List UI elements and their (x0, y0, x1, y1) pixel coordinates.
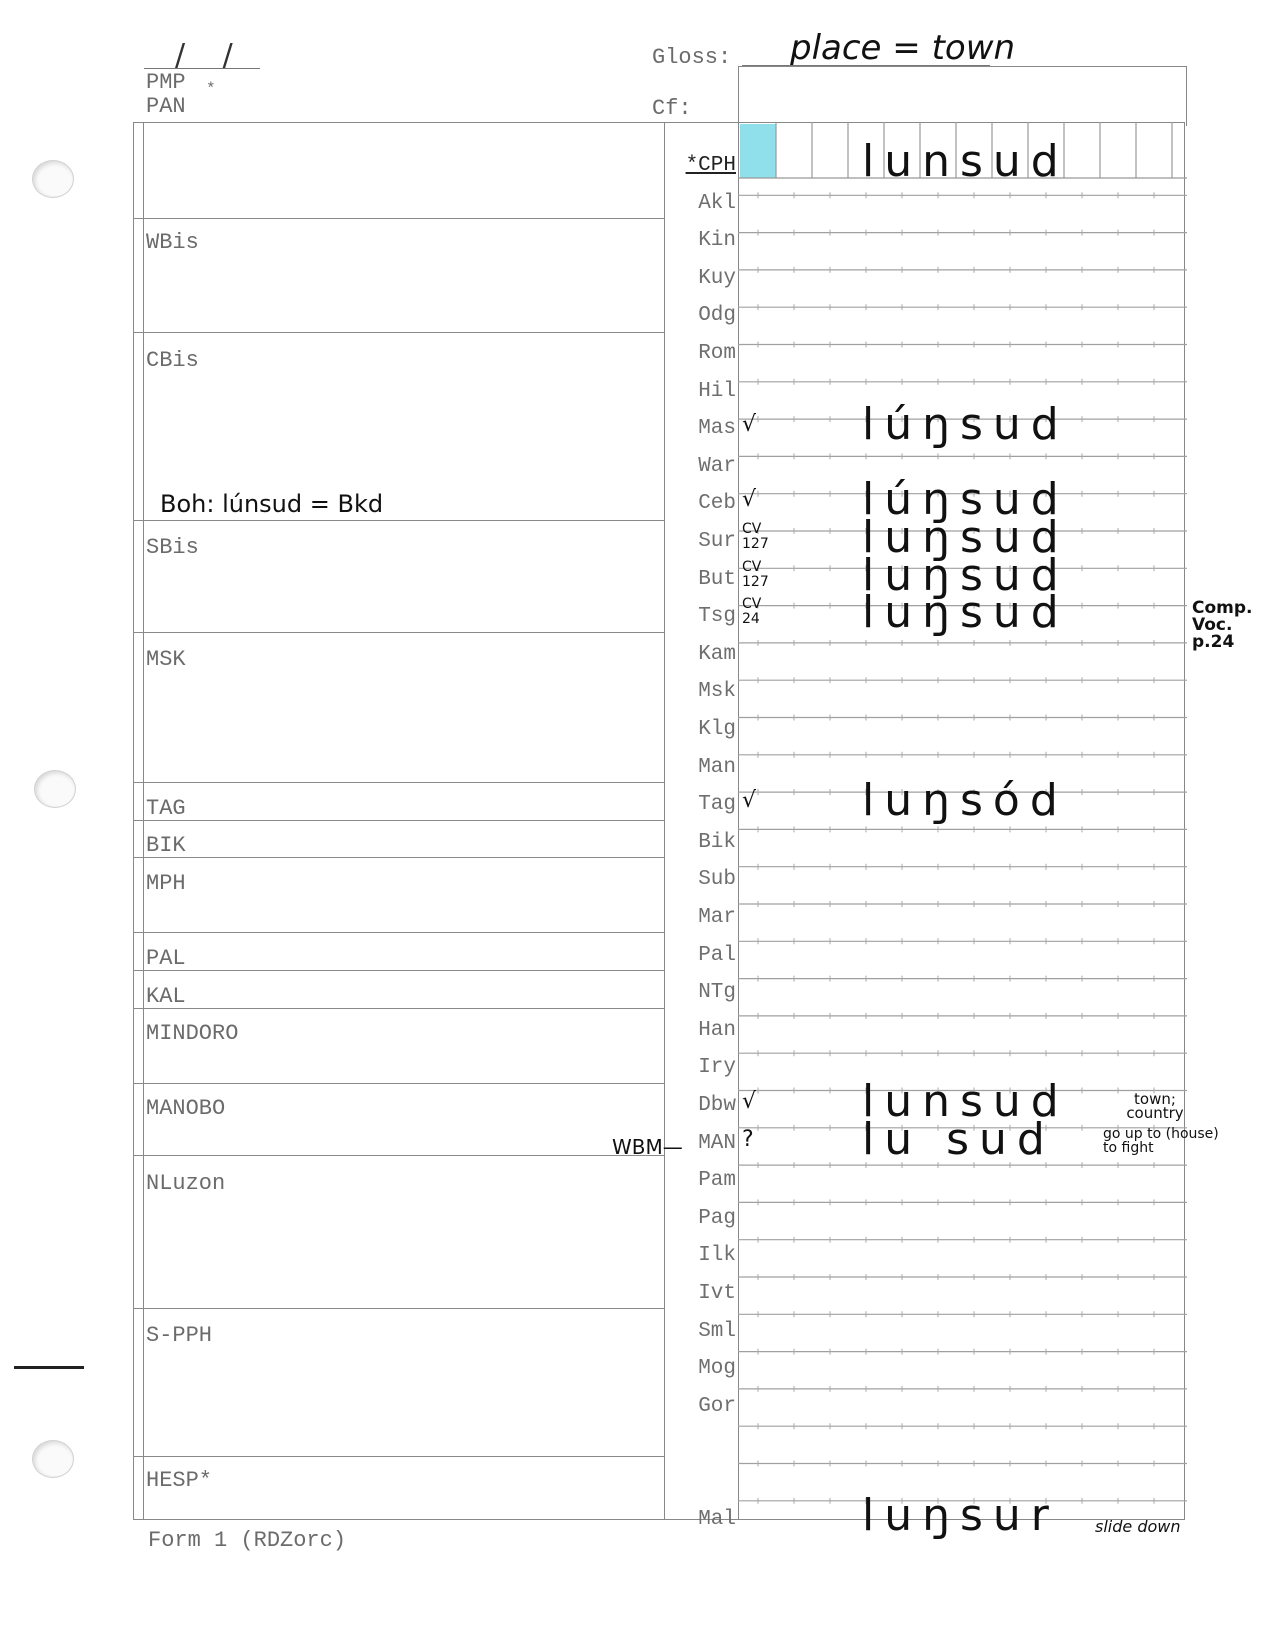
row-mark-dbw: √ (742, 1089, 757, 1114)
lang-code-man: MAN (698, 1131, 736, 1155)
row-mark-man: ? (742, 1126, 754, 1152)
section-nluzon: NLuzon (146, 1171, 226, 1196)
divider-nluzon (133, 1308, 664, 1309)
row-form-but: luŋsud (862, 549, 1069, 601)
divider-mindoro (133, 1083, 664, 1084)
divider-tag-top (133, 782, 664, 783)
section-cbis: CBis (146, 348, 199, 373)
divider-mph (133, 932, 664, 933)
divider-pal (133, 970, 664, 971)
section-mph: MPH (146, 871, 186, 896)
lang-code-rom: Rom (698, 342, 736, 365)
section-mindoro: MINDORO (146, 1021, 239, 1046)
lang-code-mar: Mar (698, 906, 736, 929)
divider-msk (133, 632, 664, 633)
lang-code-bik: Bik (698, 830, 736, 854)
lang-code-cph: *CPH (685, 154, 736, 177)
gloss-label: Gloss: (652, 45, 732, 70)
section-pal: PAL (146, 946, 186, 971)
section-manobo: MANOBO (146, 1096, 226, 1121)
row-form-tag: luŋsód (862, 775, 1068, 827)
lang-code-mog: Mog (698, 1357, 736, 1381)
row-form-man: lu sud (862, 1113, 1055, 1165)
lang-code-tag: Tag (698, 793, 736, 817)
lang-code-dbw: Dbw (698, 1094, 736, 1117)
lang-code-odg: Odg (698, 304, 736, 328)
row-mark-sur: CV 127 (742, 521, 769, 552)
row-form-sur: luŋsud (862, 512, 1069, 563)
row-form-dbw: lunsud (862, 1076, 1069, 1127)
lang-code-sml: Sml (698, 1319, 736, 1343)
divider-wbis (133, 218, 664, 219)
section-tag: TAG (146, 796, 186, 821)
margin-tick (14, 1366, 84, 1369)
note-man-gloss: go up to (house) to fight (1103, 1126, 1219, 1156)
lang-code-kuy: Kuy (698, 266, 736, 290)
lang-code-but: But (698, 567, 736, 591)
cf-box-top (738, 66, 1186, 67)
lang-code-pal: Pal (698, 943, 736, 967)
note-man-prefix: WBM— (612, 1135, 683, 1159)
row-mark-ceb: √ (742, 487, 757, 513)
lang-code-pag: Pag (698, 1206, 736, 1230)
lang-code-mal: Mal (698, 1508, 736, 1531)
lang-code-klg: Klg (698, 718, 736, 741)
lang-code-ceb: Ceb (698, 492, 736, 516)
row-mark-tag: √ (742, 788, 757, 814)
lang-code-kin: Kin (698, 229, 736, 253)
lang-code-hil: Hil (698, 379, 736, 403)
divider-spph (133, 1456, 664, 1457)
section-hesp: HESP* (146, 1468, 213, 1493)
row-mark-but: CV 127 (742, 558, 769, 590)
row-form-cph: lunsud (862, 136, 1069, 187)
section-msk: MSK (146, 647, 186, 672)
section-bik: BIK (146, 833, 186, 858)
lang-code-ilk: Ilk (698, 1244, 736, 1268)
lang-code-iry: Iry (698, 1056, 736, 1080)
row-form-tsg: luŋsud (862, 587, 1069, 639)
form-footer: Form 1 (RDZorc) (148, 1528, 347, 1553)
lang-code-sur: Sur (698, 530, 736, 553)
divider-bik (133, 857, 664, 858)
date-underline (144, 68, 260, 69)
cf-box-right (1186, 66, 1187, 126)
section-wbis: WBis (146, 230, 199, 255)
lang-code-msk: Msk (698, 680, 736, 704)
lang-code-mas: Mas (698, 417, 736, 441)
lang-code-tsg: Tsg (698, 605, 736, 629)
lang-code-han: Han (698, 1018, 736, 1042)
lang-code-pam: Pam (698, 1169, 736, 1193)
section-kal: KAL (146, 984, 186, 1009)
divider-sbis (133, 520, 664, 521)
lang-code-sub: Sub (698, 868, 736, 892)
punch-hole-top (32, 160, 74, 198)
row-form-mas: lúŋsud (862, 399, 1069, 451)
lang-code-man: Man (698, 755, 736, 779)
code-column-left-rule (664, 122, 665, 1520)
pmp-label: PMP (146, 70, 186, 95)
pan-label: PAN (146, 94, 186, 119)
entry-grid (738, 122, 1187, 1542)
lang-code-gor: Gor (698, 1394, 736, 1418)
section-sbis: SBis (146, 535, 199, 560)
punch-hole-middle (34, 770, 76, 808)
note-dbw-gloss: town; country (1126, 1090, 1184, 1122)
section-spph: S-PPH (146, 1323, 213, 1348)
lang-code-kam: Kam (698, 642, 736, 666)
pmp-asterisk: * (206, 80, 216, 98)
row-form-mal: luŋsur (862, 1490, 1059, 1541)
gloss-value: place = town (790, 28, 1016, 68)
divider-tag (133, 820, 664, 821)
divider-kal (133, 1008, 664, 1009)
divider-manobo (133, 1155, 664, 1156)
lang-code-ntg: NTg (698, 981, 736, 1005)
lang-code-war: War (698, 454, 736, 478)
note-mal-gloss: slide down (1095, 1517, 1181, 1536)
left-note-boh: Boh: lúnsud = Bkd (160, 490, 384, 518)
row-mark-tsg: CV 24 (742, 596, 762, 628)
note-tsg-ref: Comp. Voc. p.24 (1192, 598, 1253, 652)
lang-code-akl: Akl (698, 191, 736, 215)
punch-hole-bottom (32, 1440, 74, 1478)
cf-label: Cf: (652, 96, 692, 121)
row-mark-mas: √ (742, 412, 757, 438)
row-form-ceb: lúŋsud (862, 474, 1069, 526)
lang-code-ivt: Ivt (698, 1282, 736, 1305)
date-slashes: / / (175, 38, 247, 73)
divider-cbis (133, 332, 664, 333)
